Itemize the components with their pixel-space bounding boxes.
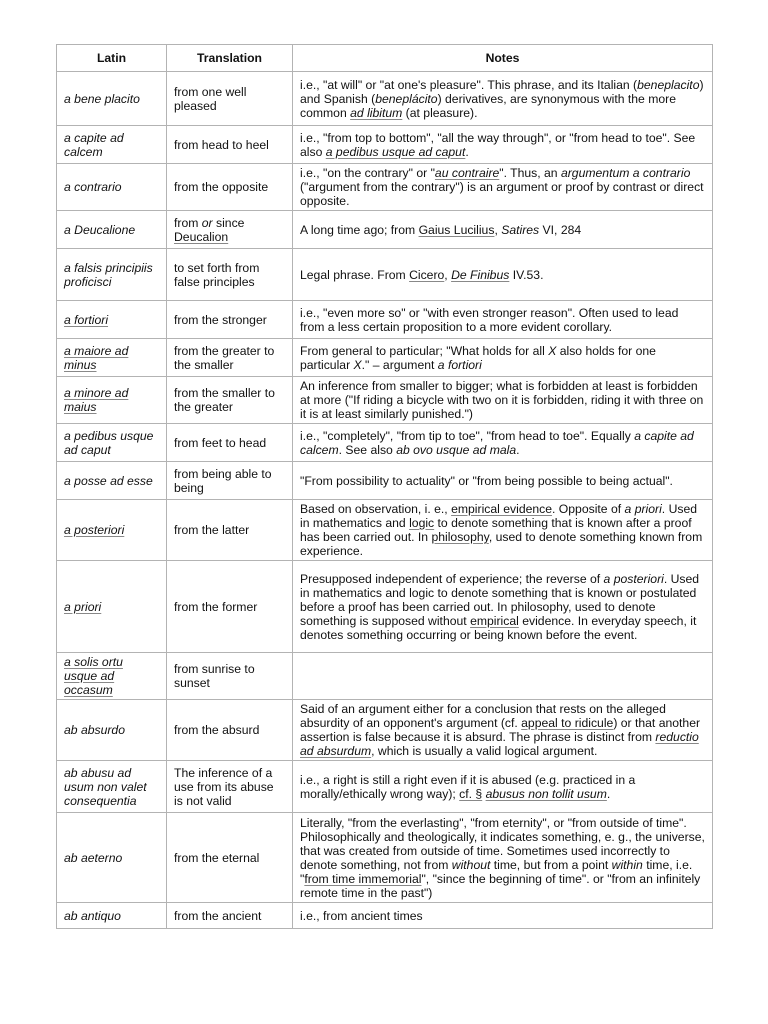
inline-italic: within xyxy=(611,857,643,872)
table-row xyxy=(57,424,713,462)
notes-cell: i.e., "on the contrary" or "au contraire". Thus, an argumentum a contrario ("argument from the contrary") is an argument or proof by contrast or direct opposite. xyxy=(293,164,713,211)
latin-phrase-link[interactable]: a maiore ad minus xyxy=(64,343,129,372)
inline-italic: Satires xyxy=(501,222,540,237)
inline-italic: a posteriori xyxy=(603,571,664,586)
table-row xyxy=(57,164,713,211)
table-row xyxy=(57,700,713,761)
translation-cell: from feet to head xyxy=(167,424,293,462)
latin-phrase: ab aeterno xyxy=(64,850,123,865)
table-body xyxy=(57,72,713,929)
latin-phrase: a bene placito xyxy=(64,91,140,106)
latin-phrase-link[interactable]: a fortiori xyxy=(64,312,109,327)
notes-cell: i.e., a right is still a right even if it is abused (e.g. practiced in a morally/ethically wrong way); cf. § abusus non tollit usum. xyxy=(293,761,713,813)
inline-italic: a fortiori xyxy=(437,357,482,372)
inline-italic: argumentum a contrario xyxy=(560,166,691,180)
latin-cell xyxy=(57,424,167,462)
inline-italic: a priori xyxy=(624,502,662,516)
translation-cell: from being able to being xyxy=(167,462,293,500)
translation-cell: from head to heel xyxy=(167,126,293,164)
inline-link[interactable]: au contraire xyxy=(434,166,500,180)
latin-cell xyxy=(57,126,167,164)
notes-cell: An inference from smaller to bigger; what is forbidden at least is forbidden at more ("If riding a bicycle with two on it is forbidden, riding it with three on it is at least similarly punished.") xyxy=(293,377,713,424)
latin-phrase: a contrario xyxy=(64,180,122,194)
latin-cell xyxy=(57,72,167,126)
latin-phrases-table xyxy=(56,44,713,929)
table-row xyxy=(57,377,713,424)
latin-phrase: a pedibus usque ad caput xyxy=(64,428,154,457)
table-row xyxy=(57,301,713,339)
latin-phrase-link[interactable]: a minore ad maius xyxy=(64,386,129,414)
table-row xyxy=(57,653,713,700)
notes-cell: i.e., "at will" or "at one's pleasure". This phrase, and its Italian (beneplacito) and Spanish (beneplácito) derivatives, are synonymous with the more common ad libitum (at pleasure). xyxy=(293,72,713,126)
inline-link[interactable]: empirical xyxy=(470,613,519,628)
notes-cell: Legal phrase. From Cicero, De Finibus IV.53. xyxy=(293,249,713,301)
notes-cell: i.e., from ancient times xyxy=(293,903,713,929)
notes-cell: Said of an argument either for a conclusion that rests on the alleged absurdity of an opponent's argument (cf. appeal to ridicule) or that another assertion is false because it is absurd. The phrase is distinct from reductio ad absurdum, which is usually a valid logical argument. xyxy=(293,700,713,761)
inline-link[interactable]: ad libitum xyxy=(350,105,403,120)
header-notes: Notes xyxy=(293,45,713,72)
latin-phrase: a posse ad esse xyxy=(64,473,153,488)
translation-cell: The inference of a use from its abuse is not valid xyxy=(167,761,293,813)
translation-cell: from sunrise to sunset xyxy=(167,653,293,700)
inline-link[interactable]: from time immemorial xyxy=(304,871,422,886)
translation-cell: from the greater to the smaller xyxy=(167,339,293,377)
table-row xyxy=(57,339,713,377)
table-row xyxy=(57,813,713,903)
latin-phrase-link[interactable]: a solis ortu usque ad occasum xyxy=(64,655,123,697)
table-row xyxy=(57,761,713,813)
notes-cell: Literally, "from the everlasting", "from eternity", or "from outside of time". Philosophically and theologically, it indicates something, e. g., the universe, that was created from outside of time. Sometimes used incorrectly to denote something, not from without time, but from a point within time, i.e. "from time immemorial", "since the beginning of time". or "from an infinitely remote time in the past") xyxy=(293,813,713,903)
inline-italic: without xyxy=(451,857,491,872)
latin-phrase: a capite ad calcem xyxy=(64,130,124,159)
latin-phrase: a Deucalione xyxy=(64,222,136,237)
inline-link[interactable]: Gaius Lucilius xyxy=(418,222,495,237)
inline-italic: ab ovo usque ad mala xyxy=(396,442,517,457)
translation-cell: from the eternal xyxy=(167,813,293,903)
latin-phrase: a falsis principiis proficisci xyxy=(64,260,153,289)
inline-link[interactable]: logic xyxy=(409,516,435,530)
latin-cell xyxy=(57,462,167,500)
inline-link[interactable]: abusus non tollit usum xyxy=(485,786,607,801)
translation-cell: from or since Deucalion xyxy=(167,211,293,249)
notes-cell: From general to particular; "What holds for all X also holds for one particular X." – argument a fortiori xyxy=(293,339,713,377)
latin-cell xyxy=(57,653,167,700)
latin-cell xyxy=(57,700,167,761)
latin-cell xyxy=(57,377,167,424)
table-row xyxy=(57,462,713,500)
inline-italic: beneplácito xyxy=(375,91,438,106)
translation-cell: from the stronger xyxy=(167,301,293,339)
latin-cell xyxy=(57,761,167,813)
header-latin: Latin xyxy=(57,45,167,72)
inline-italic: or xyxy=(201,215,213,230)
latin-phrase-link[interactable]: a priori xyxy=(64,599,102,614)
latin-cell xyxy=(57,249,167,301)
table-row xyxy=(57,211,713,249)
latin-phrase: ab antiquo xyxy=(64,908,121,923)
notes-cell: i.e., "even more so" or "with even stronger reason". Often used to lead from a less certain proposition to a more evident corollary. xyxy=(293,301,713,339)
table-row xyxy=(57,126,713,164)
table-row xyxy=(57,500,713,561)
inline-italic: a capite ad calcem xyxy=(300,428,694,457)
latin-cell xyxy=(57,339,167,377)
notes-cell xyxy=(293,653,713,700)
inline-link[interactable]: reductio ad absurdum xyxy=(300,730,699,758)
notes-cell: i.e., "from top to bottom", "all the way through", or "from head to toe". See also a pedibus usque ad caput. xyxy=(293,126,713,164)
inline-italic: X xyxy=(548,343,557,358)
latin-cell xyxy=(57,301,167,339)
latin-cell xyxy=(57,813,167,903)
inline-italic: beneplacito xyxy=(637,77,700,92)
latin-cell xyxy=(57,500,167,561)
inline-italic: X xyxy=(353,357,362,372)
inline-link[interactable]: empirical evidence xyxy=(451,502,553,516)
latin-phrase: ab absurdo xyxy=(64,723,125,737)
translation-cell: from the smaller to the greater xyxy=(167,377,293,424)
latin-cell xyxy=(57,164,167,211)
notes-cell: "From possibility to actuality" or "from being possible to being actual". xyxy=(293,462,713,500)
header-row xyxy=(57,45,713,72)
translation-cell: to set forth from false principles xyxy=(167,249,293,301)
table-row xyxy=(57,903,713,929)
translation-cell: from the latter xyxy=(167,500,293,561)
notes-cell: Based on observation, i. e., empirical evidence. Opposite of a priori. Used in mathematics and logic to denote something that is known after a proof has been carried out. In philosophy, used to denote something known from experience. xyxy=(293,500,713,561)
latin-cell xyxy=(57,561,167,653)
notes-cell: Presupposed independent of experience; the reverse of a posteriori. Used in mathematics and logic to denote something that is known or postulated before a proof has been carried out. In philosophy, used to denote something is supposed without empirical evidence. In everyday speech, it denotes something occurring or being known before the event. xyxy=(293,561,713,653)
inline-link[interactable]: a pedibus usque ad caput xyxy=(325,144,466,159)
latin-phrase-link[interactable]: a posteriori xyxy=(64,523,125,537)
translation-cell: from the former xyxy=(167,561,293,653)
translation-cell: from the absurd xyxy=(167,700,293,761)
inline-link[interactable]: De Finibus xyxy=(451,267,510,282)
translation-cell: from the opposite xyxy=(167,164,293,211)
table-row xyxy=(57,249,713,301)
translation-cell: from the ancient xyxy=(167,903,293,929)
table-row xyxy=(57,561,713,653)
inline-link[interactable]: Cicero xyxy=(409,267,445,282)
inline-link[interactable]: cf. § xyxy=(459,786,483,801)
latin-cell xyxy=(57,903,167,929)
inline-link[interactable]: philosophy xyxy=(431,530,489,544)
latin-cell xyxy=(57,211,167,249)
inline-link[interactable]: appeal to ridicule xyxy=(521,716,614,730)
table-row xyxy=(57,72,713,126)
notes-cell: A long time ago; from Gaius Lucilius, Satires VI, 284 xyxy=(293,211,713,249)
notes-cell: i.e., "completely", "from tip to toe", "from head to toe". Equally a capite ad calcem. See also ab ovo usque ad mala. xyxy=(293,424,713,462)
header-translation: Translation xyxy=(167,45,293,72)
latin-phrase: ab abusu ad usum non valet consequentia xyxy=(64,765,147,808)
inline-link[interactable]: Deucalion xyxy=(174,229,229,244)
translation-cell: from one well pleased xyxy=(167,72,293,126)
